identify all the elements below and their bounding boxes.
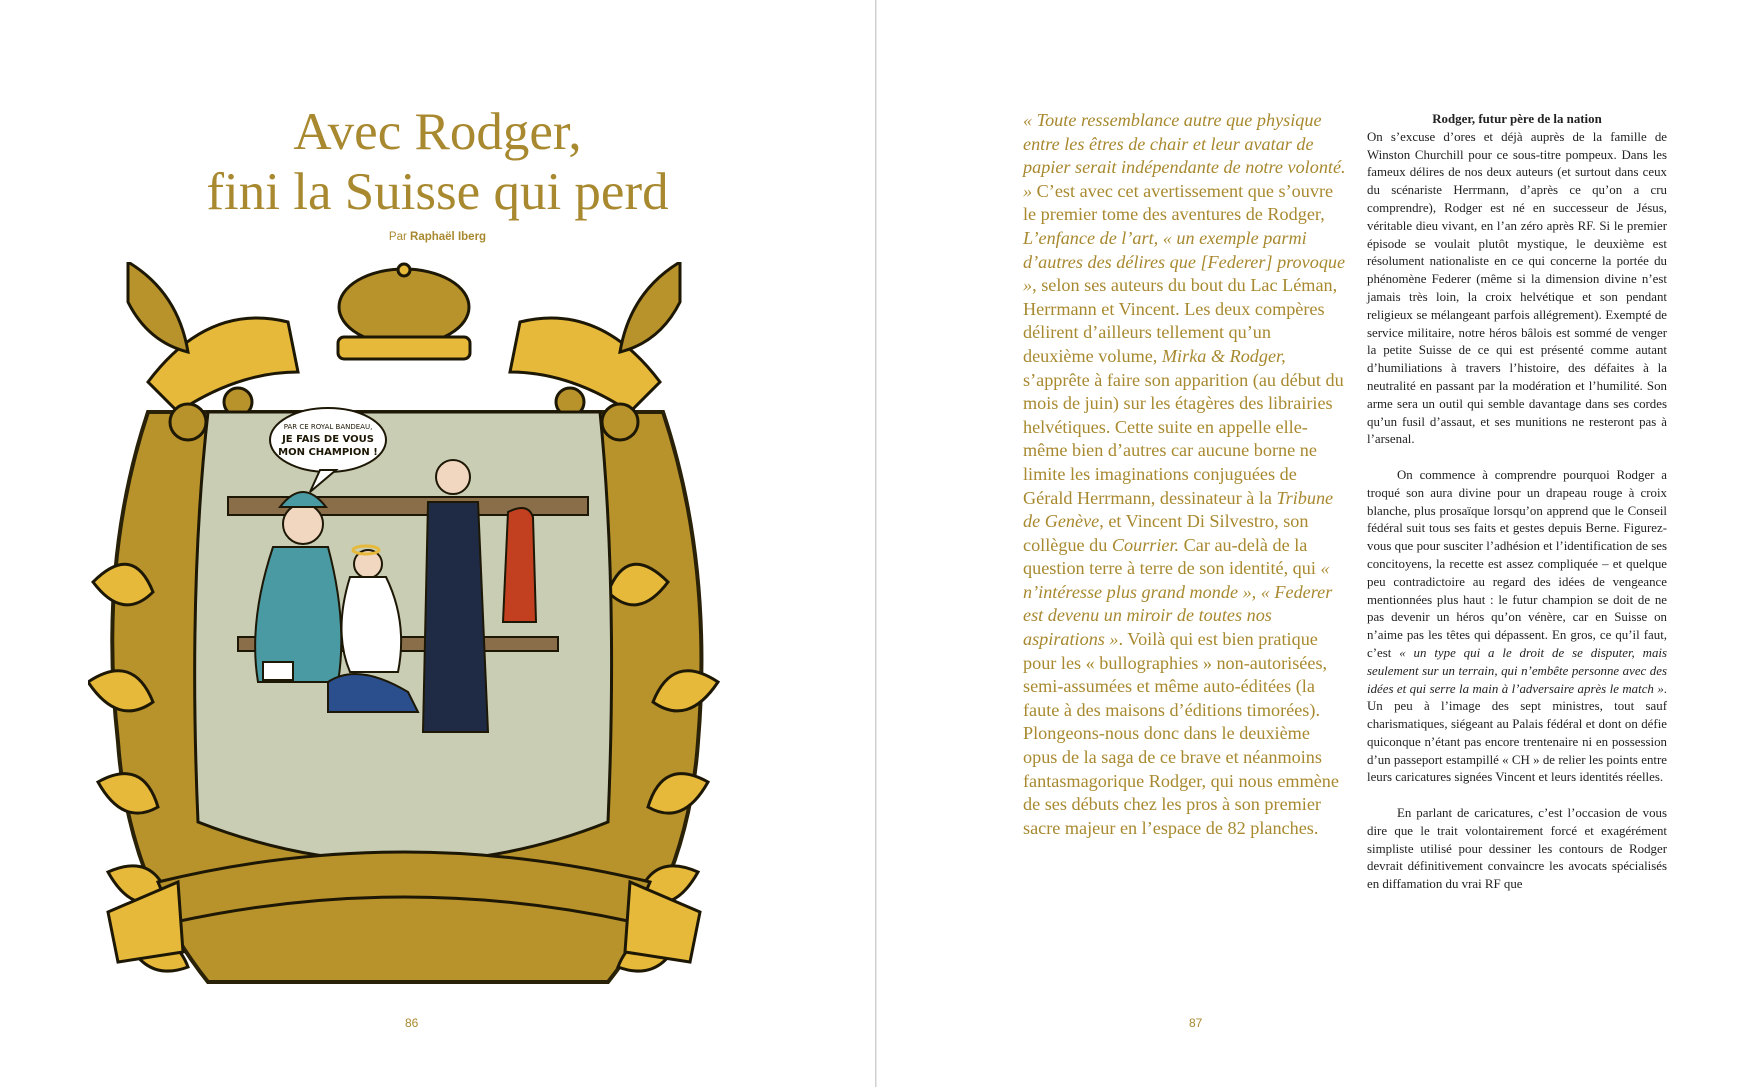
paragraph-2 — [1367, 467, 1667, 787]
intro-text-1: C’est avec cet avertissement que s’ouvre le premier tome des aventures de Rodger, — [1023, 180, 1334, 225]
speech-line-2: JE FAIS DE VOUS — [282, 434, 374, 445]
intro-italic-5: « n’intéresse plus grand monde », « Federer est devenu un miroir de toutes nos aspirations » — [1023, 558, 1333, 650]
byline-author: Raphaël Iberg — [410, 231, 487, 243]
article-title — [0, 102, 875, 222]
paragraph-2-text-a: On commence à comprendre pourquoi Rodger a troqué son aura divine pour un drapeau rouge à croix blanche, plus prosaïque lorsqu’on apprend que le Conseil fédéral suit tous ses faits et gestes depuis Berne. Figurez-vous que pour susciter l’adhésion et l’identification de ses concitoyens, la recette est assez compliquée – et quelque peu contradictoire au regard des idées de vengeance mentionnées plus haut : le futur champion se doit de ne pas devenir un héros qu’on vénère, car en Suisse on n’aime pas les têtes qui dépassent. En gros, ce qu’il faut, c’est — [1367, 467, 1667, 660]
left-page — [0, 0, 876, 1087]
page-number-left: 86 — [405, 1016, 419, 1030]
locker-room-scene — [195, 408, 612, 862]
page-number-right: 87 — [1189, 1016, 1203, 1030]
byline-prefix: Par — [388, 231, 407, 243]
crown-ornament — [338, 264, 470, 359]
cartoon-illustration — [88, 262, 720, 1010]
intro-italic-3: Tribune de Genève — [1023, 487, 1334, 532]
intro-column — [1023, 109, 1346, 840]
intro-text-2: , selon ses auteurs du bout du Lac Léman, Herrmann et Vincent. Les deux compères délirent d’ailleurs tellement qu’un deuxième volume, — [1023, 275, 1338, 366]
red-towel — [503, 508, 536, 622]
intro-text-6: . Voilà qui est bien pratique pour les « bullographies » non-autorisées, semi-assumées et même auto-éditées (la faute à des maisons d’éditions timorées). Plongeons-nous donc dans le deuxième opus de la saga de ce brave et néanmoins fantasmagorique Rodger, qui nous emmène de ses débuts chez les pros à son premier sacre majeur en l’espace de 82 planches. — [1023, 629, 1339, 838]
byline — [0, 231, 875, 243]
section-subtitle: Rodger, futur père de la nation — [1432, 112, 1602, 126]
intro-italic-2: Mirka & Rodger, — [1161, 345, 1286, 366]
paragraph-2-quote: « un type qui a le droit de se disputer, mais seulement sur un terrain, qui n’embête personne avec des idées et qui serre la main à l’adversaire après le match » — [1367, 645, 1667, 696]
intro-text-4: , et Vincent Di Silvestro, son collègue du — [1023, 511, 1309, 555]
intro-italic-1: L’enfance de l’art, « un exemple parmi d’autres des délires que [Federer] provoque » — [1023, 227, 1346, 296]
intro-italic-4: Courrier. — [1111, 534, 1180, 555]
paragraph-1: On s’excuse d’ores et déjà auprès de la famille de Winston Churchill pour ce sous-titre pompeux. Dans les fameux délires de nos deux auteurs (et surtout dans ceux du scénariste Herrmann, d’après ce qu’on a cru comprendre), Rodger est né en successeur de Jésus, véritable dieu vivant, en l’an zéro après RF. Si le premier épisode se voulait plutôt mystique, le deuxième est résolument nationaliste en ce qui concerne la portée du phénomène Federer (même si la dimension divine n’est jamais très loin, la croix helvétique et son pendant religieux se mélangeant parfois allégrement). Exempté de service militaire, notre héros bâlois est sommé de venger la petite Suisse de ce qui est présenté comme autant d’humiliations à travers l’histoire, des défaites à la neutralité en passant par la modération et l’humilité. Son arme sera un outil qui semble davantage dans ses cordes qu’un fusil d’assaut, et ses munitions ne resteront pas à l’arsenal. — [1367, 129, 1667, 447]
paragraph-3: En parlant de caricatures, c’est l’occasion de vous dire que le trait volontairement forcé et exagérément simpliste utilisé pour dessiner les contours de Rodger devrait définitivement convaincre les avocats spécialisés en diffamation du vrai RF que — [1367, 806, 1667, 892]
paragraph-2-text-b: . Un peu à l’image des sept ministres, tout sauf charismatiques, siégeant au Palais fédéral et dont on défie quiconque n’étant pas encore trentenaire ni en possession d’un passeport estampillé « CH » de relier les points entre leurs caricatures signées Vincent et leurs identités réelles. — [1367, 681, 1667, 785]
intro-text-3: s’apprête à faire son apparition (au début du mois de juin) sur les étagères des librairies helvétiques. Cette suite en appelle elle-même bien d’autres car aucune borne ne limite les imaginations conjuguées de Gérald Herrmann, dessinateur à la — [1023, 369, 1344, 508]
intro-text-5: Car au-delà de la question terre à terre de son identité, qui — [1023, 534, 1321, 579]
right-page — [877, 0, 1754, 1087]
speech-line-1: PAR CE ROYAL BANDEAU, — [283, 423, 373, 431]
intro-quote: « Toute ressemblance autre que physique entre les êtres de chair et leur avatar de papier serait indépendante de notre volonté. » — [1023, 110, 1346, 201]
title-line-1: Avec Rodger, — [293, 103, 582, 161]
title-line-2: fini la Suisse qui perd — [206, 163, 669, 221]
body-column — [1367, 111, 1667, 912]
speech-line-3: MON CHAMPION ! — [278, 447, 378, 458]
